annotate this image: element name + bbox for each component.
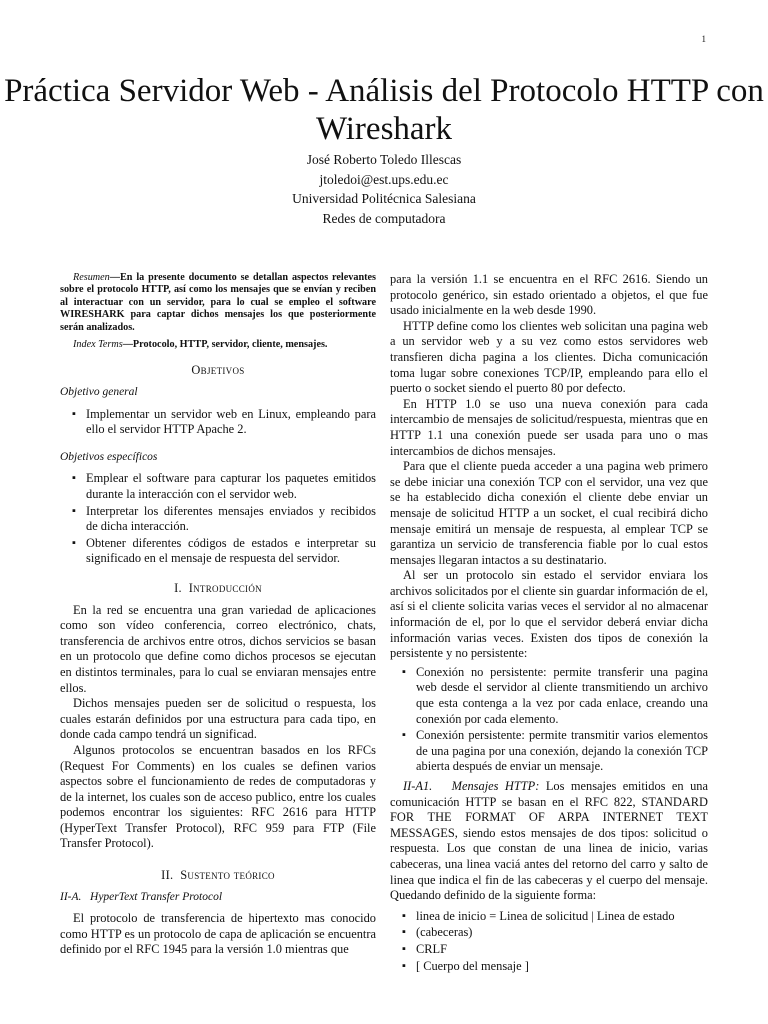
right-column (390, 272, 708, 975)
author-email: jtoledoi@est.ups.edu.ec (319, 171, 449, 187)
list-item: ▪ Obtener diferentes códigos de estados e interpretar su significado en el mensaje de respuesta del servidor. (86, 536, 376, 567)
list-item: ▪ Conexión no persistente: permite transferir una pagina web desde el servidor al cliente transmitiendo un archivo que esta contenga a la vez por cada enlace, creando una conexión por cada elemento. (416, 665, 708, 727)
intro-paragraph: Algunos protocolos se encuentran basados en los RFCs (Request For Comments) en los cuales se definen varios aspectos sobre el funcionamiento de redes de computadoras y de la internet, los cuales son de acceso publico, entre los cuales podemos encontrar los siguientes: RFC 2616 para HTTP (HyperText Transfer Protocol), RFC 959 para FTP (File Transfer Protocol). (60, 742, 376, 851)
author-block (0, 150, 768, 228)
objetivos-especificos-label: Objetivos específicos (60, 450, 158, 463)
list-item: ▪ (cabeceras) (416, 925, 708, 941)
author-name: José Roberto Toledo Illescas (306, 152, 462, 167)
objetivos-especificos-list (60, 471, 376, 567)
list-item: ▪ Implementar un servidor web en Linux, empleando para ello el servidor HTTP Apache 2. (86, 407, 376, 438)
index-terms (60, 339, 376, 351)
objetivos-heading: Objetivos (191, 363, 245, 378)
mensajes-http-paragraph (390, 779, 708, 904)
conexion-list (390, 665, 708, 775)
intro-paragraph: En la red se encuentra una gran variedad de aplicaciones como son vídeo conferencia, correo electrónico, chats, transferencia de archivos entre otros, dichos servicios se basan en un protocolo que define como dichos procesos se ejecutan en distintos terminales, para lo cual se enviaran mensajes entre ellos. (60, 602, 376, 695)
abstract (60, 272, 376, 334)
list-item: ▪ Emplear el software para capturar los paquetes emitidos durante la interacción con el servidor web. (86, 471, 376, 502)
page-number: 1 (701, 34, 706, 44)
list-item: ▪ Conexión persistente: permite transmitir varios elementos de una pagina por una conexión, dejando la conexión TCP abierta después de enviar un mensaje. (416, 728, 708, 775)
abstract-label: Resumen (73, 272, 110, 283)
sustento-paragraph: El protocolo de transferencia de hipertexto mas conocido como HTTP es un protocolo de capa de aplicación se encuentra definido por el RFC 1945 para la versión 1.0 mientras que (60, 911, 376, 957)
author-department: Redes de computadora (322, 210, 446, 226)
subsection-heading: II-A. HyperText Transfer Protocol (60, 890, 223, 903)
list-item: ▪ linea de inicio = Linea de solicitud | Linea de estado (416, 909, 708, 925)
runin-text: Los mensajes emitidos en una comunicación HTTP se basan en el RFC 822, STANDARD FOR THE FORMAT OF ARPA INTERNET TEXT MESSAGES, siendo estos mensajes de dos tipos: solicitud o respuesta. Los que constan de una linea de inicio, varias cabeceras, una linea vaciá antes del retorno del carro y salto de linea que indica el fin de las cabeceras y el cuerpo del mensaje. Quedando definido de la siguiente forma: (390, 779, 708, 903)
format-list (390, 909, 708, 974)
sustento-paragraph: Para que el cliente pueda acceder a una pagina web primero se debe iniciar una conexión TCP con el servidor, una vez que se ha establecido dicha conexión el cliente debe enviar un mensaje de solicitud HTTP a un socket, el cual recibirá dicho mensaje emitirá un mensaje de respuesta, al emplear TCP se garantiza un servicio de transferencia fiable por lo cual estos mensajes llegaran intactos a su destinatario. (390, 459, 708, 567)
intro-paragraph: Dichos mensajes pueden ser de solicitud o respuesta, los cuales estarán definidos por una estructura para cada tipo, en donde cada campo tendrá un significad. (60, 696, 376, 742)
abstract-text: —En la presente documento se detallan aspectos relevantes sobre el protocolo HTTP, así como los mensajes que se envían y reciben al interactuar con un servidor, para lo cual se empleo el software WIRESHARK para captar dichos mensajes los que posteriormente serán analizados. (60, 272, 376, 333)
left-column (60, 272, 376, 958)
list-item: ▪ [ Cuerpo del mensaje ] (416, 959, 708, 975)
sustento-paragraph: HTTP define como los clientes web solicitan una pagina web a un servidor web y a su vez como estos servidores web transfieren dicha pagina a los clientes. Dicha comunicación toma lugar sobre conexiones TCP/IP, empleando para ello el puerto o socket siendo el puerto 80 por defecto. (390, 318, 708, 396)
sustento-paragraph: Al ser un protocolo sin estado el servidor enviara los archivos solicitados por el cliente sin guardar información de el, así si el cliente solicita varias veces el servidor al no almacenar información de el, por lo que el servidor deberá enviar dicha información varias veces. Existen dos tipos de conexión la persistente y no persistente: (390, 568, 708, 661)
index-terms-label: Index Terms (73, 339, 123, 351)
objetivo-general-label: Objetivo general (60, 386, 138, 399)
runin-label: II-A1. Mensajes HTTP: (403, 779, 540, 793)
sustento-paragraph: En HTTP 1.0 se uso una nueva conexión para cada intercambio de mensajes de solicitud/respuesta, mientras que en HTTP 1.1 una conexión puede ser usada para uno o mas intercambios de dichos mensajes. (390, 396, 708, 458)
sustento-paragraph: para la versión 1.1 se encuentra en el RFC 2616. Siendo un protocolo genérico, sin estado orientado a objetos, el que fue usado inicialmente en la web desde 1990. (390, 272, 708, 318)
introduccion-heading: I. Introducción (174, 580, 262, 595)
list-item: ▪ Interpretar los diferentes mensajes enviados y recibidos de dicha interacción. (86, 504, 376, 535)
index-terms-text: —Protocolo, HTTP, servidor, cliente, mensajes. (122, 339, 328, 351)
sustento-heading: II. Sustento teórico (161, 868, 275, 883)
paper-title: Práctica Servidor Web - Análisis del Protocolo HTTP con Wireshark (4, 73, 764, 147)
list-item: ▪ CRLF (416, 942, 708, 958)
author-university: Universidad Politécnica Salesiana (292, 191, 476, 206)
objetivo-general-list (60, 407, 376, 438)
